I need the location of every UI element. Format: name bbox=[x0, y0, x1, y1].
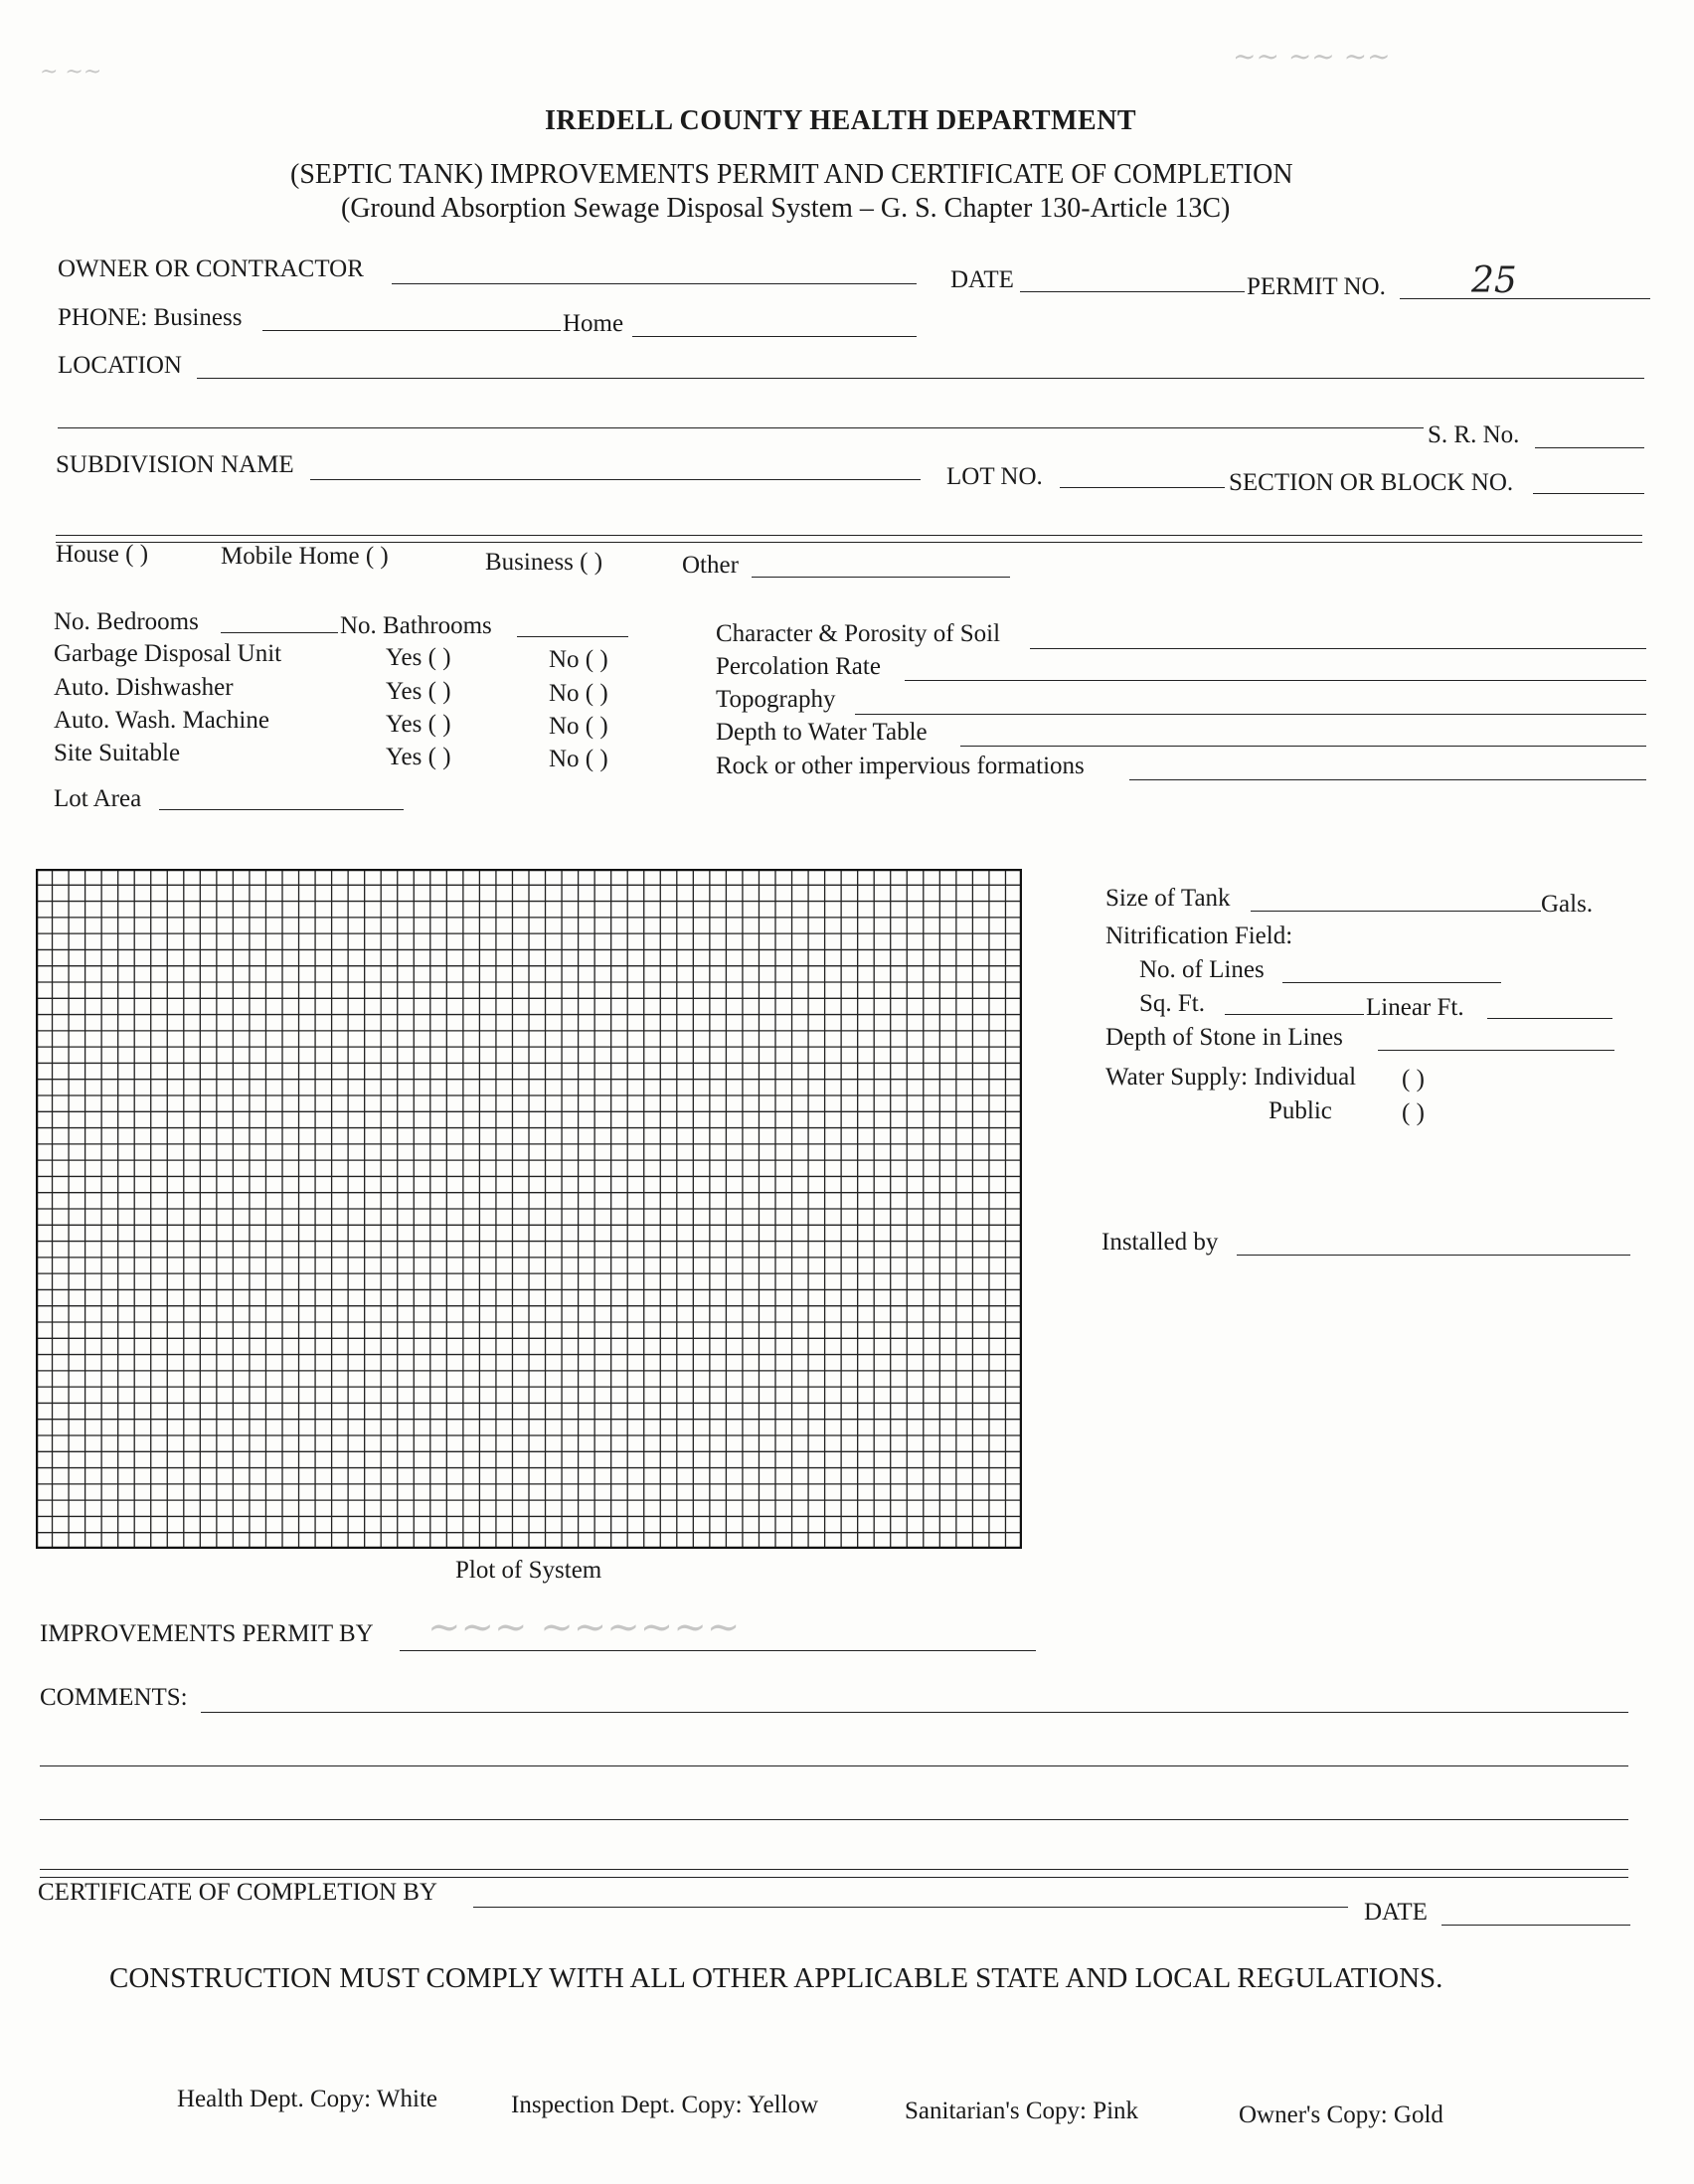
comments-line-3[interactable] bbox=[40, 1819, 1628, 1820]
installed-by-label: Installed by bbox=[1101, 1229, 1219, 1256]
handwritten-scribble-top-right: ~~ ~~ ~~ bbox=[1233, 40, 1391, 73]
tank-size-field[interactable] bbox=[1251, 911, 1541, 912]
permit-by-field[interactable] bbox=[400, 1650, 1036, 1651]
permit-label: PERMIT NO. bbox=[1247, 273, 1386, 300]
permit-number-value: 25 bbox=[1471, 260, 1517, 301]
sr-number-label: S. R. No. bbox=[1428, 421, 1520, 448]
lot-number-field[interactable] bbox=[1060, 487, 1225, 488]
comments-line-1[interactable] bbox=[201, 1712, 1628, 1713]
water-table-label: Depth to Water Table bbox=[716, 719, 928, 746]
other-label: Other bbox=[682, 552, 739, 579]
phone-home-field[interactable] bbox=[632, 336, 917, 337]
water-supply-individual[interactable]: Water Supply: Individual bbox=[1105, 1064, 1357, 1091]
lot-area-field[interactable] bbox=[159, 809, 404, 810]
stone-depth-label: Depth of Stone in Lines bbox=[1105, 1024, 1343, 1051]
phone-business-label: PHONE: Business bbox=[58, 304, 243, 331]
site-no[interactable]: No ( ) bbox=[549, 746, 608, 772]
section-block-field[interactable] bbox=[1533, 493, 1644, 494]
plot-caption: Plot of System bbox=[455, 1557, 602, 1584]
date-label: DATE bbox=[950, 266, 1014, 293]
bathrooms-field[interactable] bbox=[517, 636, 628, 637]
dishwasher-no[interactable]: No ( ) bbox=[549, 680, 608, 707]
divider-rule bbox=[56, 535, 1642, 536]
percolation-field[interactable] bbox=[905, 680, 1646, 681]
linear-feet-label: Linear Ft. bbox=[1366, 994, 1464, 1021]
water-public-box[interactable]: ( ) bbox=[1402, 1099, 1425, 1126]
certificate-field[interactable] bbox=[473, 1907, 1348, 1908]
garbage-no[interactable]: No ( ) bbox=[549, 646, 608, 673]
permit-field[interactable] bbox=[1400, 298, 1650, 299]
signature: ~~~ ~~~~~~ bbox=[427, 1604, 741, 1650]
lot-area-label: Lot Area bbox=[54, 785, 142, 812]
site-yes[interactable]: Yes ( ) bbox=[386, 744, 451, 770]
house-checkbox[interactable]: House ( ) bbox=[56, 541, 149, 568]
copy-owner: Owner's Copy: Gold bbox=[1239, 2101, 1443, 2128]
comments-line-4[interactable] bbox=[40, 1869, 1628, 1870]
square-feet-field[interactable] bbox=[1225, 1014, 1364, 1015]
date-field[interactable] bbox=[1020, 291, 1245, 292]
subdivision-label: SUBDIVISION NAME bbox=[56, 451, 294, 478]
number-of-lines-field[interactable] bbox=[1282, 982, 1501, 983]
topography-label: Topography bbox=[716, 686, 836, 713]
bedrooms-label: No. Bedrooms bbox=[54, 608, 199, 635]
washer-yes[interactable]: Yes ( ) bbox=[386, 711, 451, 738]
comments-label: COMMENTS: bbox=[40, 1684, 188, 1711]
copy-inspection-dept: Inspection Dept. Copy: Yellow bbox=[511, 2092, 819, 2118]
tank-size-label: Size of Tank bbox=[1105, 885, 1231, 912]
soil-character-field[interactable] bbox=[1030, 648, 1646, 649]
location-label: LOCATION bbox=[58, 352, 182, 379]
water-table-field[interactable] bbox=[960, 746, 1646, 747]
location-field[interactable] bbox=[197, 378, 1644, 379]
compliance-notice: CONSTRUCTION MUST COMPLY WITH ALL OTHER APPLICABLE STATE AND LOCAL REGULATIONS. bbox=[109, 1962, 1443, 1994]
gallons-label: Gals. bbox=[1541, 891, 1594, 918]
dishwasher-yes[interactable]: Yes ( ) bbox=[386, 678, 451, 705]
other-field[interactable] bbox=[752, 577, 1010, 578]
comments-line-5[interactable] bbox=[40, 1877, 1628, 1878]
mobile-home-checkbox[interactable]: Mobile Home ( ) bbox=[221, 543, 389, 570]
linear-feet-field[interactable] bbox=[1487, 1018, 1612, 1019]
nitrification-label: Nitrification Field: bbox=[1105, 923, 1293, 949]
owner-field[interactable] bbox=[392, 283, 917, 284]
comments-line-2[interactable] bbox=[40, 1765, 1628, 1766]
plot-grid[interactable] bbox=[36, 869, 1022, 1549]
garbage-disposal-label: Garbage Disposal Unit bbox=[54, 640, 282, 667]
number-of-lines-label: No. of Lines bbox=[1139, 956, 1265, 983]
garbage-yes[interactable]: Yes ( ) bbox=[386, 644, 451, 671]
phone-business-field[interactable] bbox=[262, 330, 561, 331]
form-subtitle: (SEPTIC TANK) IMPROVEMENTS PERMIT AND CERTIFICATE OF COMPLETION bbox=[290, 159, 1293, 190]
topography-field[interactable] bbox=[855, 714, 1646, 715]
business-checkbox[interactable]: Business ( ) bbox=[485, 549, 603, 576]
washer-no[interactable]: No ( ) bbox=[549, 713, 608, 740]
copy-sanitarian: Sanitarian's Copy: Pink bbox=[905, 2098, 1139, 2124]
sr-number-field[interactable] bbox=[1535, 447, 1644, 448]
certificate-date-label: DATE bbox=[1364, 1899, 1428, 1926]
form-subtitle-statute: (Ground Absorption Sewage Disposal System – G. S. Chapter 130-Article 13C) bbox=[341, 193, 1231, 224]
stone-depth-field[interactable] bbox=[1378, 1050, 1614, 1051]
water-individual-box[interactable]: ( ) bbox=[1402, 1066, 1425, 1092]
water-supply-public[interactable]: Public bbox=[1269, 1097, 1332, 1124]
rock-formations-field[interactable] bbox=[1129, 779, 1646, 780]
location-field-line2[interactable] bbox=[58, 427, 1424, 428]
square-feet-label: Sq. Ft. bbox=[1139, 990, 1206, 1017]
lot-number-label: LOT NO. bbox=[946, 463, 1043, 490]
plot-grid-lines bbox=[36, 869, 1022, 1549]
permit-by-label: IMPROVEMENTS PERMIT BY bbox=[40, 1620, 374, 1647]
certificate-label: CERTIFICATE OF COMPLETION BY bbox=[38, 1879, 437, 1906]
installed-by-field[interactable] bbox=[1237, 1255, 1630, 1256]
certificate-date-field[interactable] bbox=[1441, 1925, 1630, 1926]
dishwasher-label: Auto. Dishwasher bbox=[54, 674, 234, 701]
site-suitable-label: Site Suitable bbox=[54, 740, 181, 766]
washing-machine-label: Auto. Wash. Machine bbox=[54, 707, 269, 734]
subdivision-field[interactable] bbox=[310, 479, 921, 480]
bathrooms-label: No. Bathrooms bbox=[340, 612, 492, 639]
form-title: IREDELL COUNTY HEALTH DEPARTMENT bbox=[545, 105, 1137, 136]
rock-formations-label: Rock or other impervious formations bbox=[716, 753, 1085, 779]
bedrooms-field[interactable] bbox=[221, 632, 338, 633]
percolation-label: Percolation Rate bbox=[716, 653, 881, 680]
soil-character-label: Character & Porosity of Soil bbox=[716, 620, 1001, 647]
phone-home-label: Home bbox=[563, 310, 624, 337]
copy-health-dept: Health Dept. Copy: White bbox=[177, 2086, 437, 2112]
owner-label: OWNER OR CONTRACTOR bbox=[58, 255, 364, 282]
handwritten-scribble-top-left: ~ ~~ bbox=[40, 60, 102, 84]
section-block-label: SECTION OR BLOCK NO. bbox=[1229, 469, 1514, 496]
